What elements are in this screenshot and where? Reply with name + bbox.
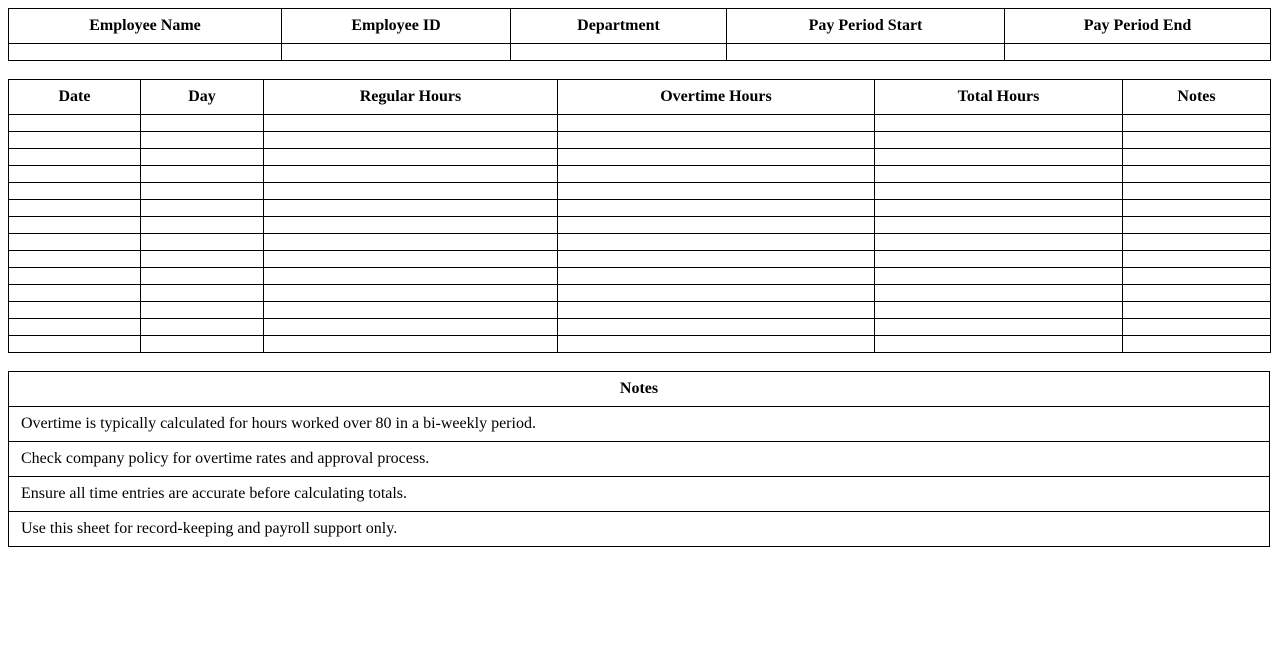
note-row	[9, 477, 1270, 512]
total-hours-cell[interactable]	[875, 268, 1123, 285]
notes-title: Notes	[9, 372, 1270, 407]
total-hours-cell[interactable]	[875, 149, 1123, 166]
day-cell[interactable]	[141, 234, 264, 251]
day-cell[interactable]	[141, 149, 264, 166]
date-cell[interactable]	[9, 183, 141, 200]
date-cell[interactable]	[9, 200, 141, 217]
regular-hours-cell[interactable]	[264, 319, 558, 336]
date-cell[interactable]	[9, 217, 141, 234]
employee-name-cell[interactable]	[9, 44, 282, 61]
date-cell[interactable]	[9, 149, 141, 166]
overtime-hours-cell[interactable]	[558, 217, 875, 234]
date-cell[interactable]	[9, 285, 141, 302]
regular-hours-cell[interactable]	[264, 183, 558, 200]
time-log-row	[9, 234, 1271, 251]
header-total-hours: Total Hours	[875, 80, 1123, 115]
total-hours-cell[interactable]	[875, 302, 1123, 319]
time-log-row	[9, 200, 1271, 217]
total-hours-cell[interactable]	[875, 336, 1123, 353]
day-cell[interactable]	[141, 302, 264, 319]
note-item: Ensure all time entries are accurate before calculating totals.	[9, 477, 1270, 512]
day-cell[interactable]	[141, 115, 264, 132]
header-pay-period-end: Pay Period End	[1005, 9, 1271, 44]
note-item: Check company policy for overtime rates and approval process.	[9, 442, 1270, 477]
employee-info-table	[8, 8, 1271, 61]
notes-cell[interactable]	[1123, 183, 1271, 200]
total-hours-cell[interactable]	[875, 115, 1123, 132]
overtime-hours-cell[interactable]	[558, 285, 875, 302]
header-regular-hours: Regular Hours	[264, 80, 558, 115]
date-cell[interactable]	[9, 132, 141, 149]
date-cell[interactable]	[9, 319, 141, 336]
header-date: Date	[9, 80, 141, 115]
time-log-row	[9, 251, 1271, 268]
header-employee-id: Employee ID	[282, 9, 511, 44]
regular-hours-cell[interactable]	[264, 302, 558, 319]
overtime-hours-cell[interactable]	[558, 336, 875, 353]
total-hours-cell[interactable]	[875, 234, 1123, 251]
day-cell[interactable]	[141, 166, 264, 183]
header-overtime-hours: Overtime Hours	[558, 80, 875, 115]
overtime-hours-cell[interactable]	[558, 234, 875, 251]
note-item: Use this sheet for record-keeping and payroll support only.	[9, 512, 1270, 547]
day-cell[interactable]	[141, 183, 264, 200]
day-cell[interactable]	[141, 319, 264, 336]
note-row	[9, 512, 1270, 547]
total-hours-cell[interactable]	[875, 319, 1123, 336]
day-cell[interactable]	[141, 268, 264, 285]
regular-hours-cell[interactable]	[264, 234, 558, 251]
pay-period-end-cell[interactable]	[1005, 44, 1271, 61]
regular-hours-cell[interactable]	[264, 268, 558, 285]
time-log-table	[8, 79, 1271, 353]
pay-period-start-cell[interactable]	[727, 44, 1005, 61]
note-row	[9, 442, 1270, 477]
date-cell[interactable]	[9, 251, 141, 268]
total-hours-cell[interactable]	[875, 217, 1123, 234]
note-item: Overtime is typically calculated for hours worked over 80 in a bi-weekly period.	[9, 407, 1270, 442]
regular-hours-cell[interactable]	[264, 285, 558, 302]
time-log-row	[9, 166, 1271, 183]
time-log-row	[9, 115, 1271, 132]
time-log-row	[9, 217, 1271, 234]
notes-cell[interactable]	[1123, 115, 1271, 132]
notes-cell[interactable]	[1123, 251, 1271, 268]
regular-hours-cell[interactable]	[264, 200, 558, 217]
date-cell[interactable]	[9, 268, 141, 285]
day-cell[interactable]	[141, 132, 264, 149]
employee-info-header-row	[9, 9, 1271, 44]
time-log-row	[9, 285, 1271, 302]
time-log-row	[9, 183, 1271, 200]
overtime-hours-cell[interactable]	[558, 268, 875, 285]
time-log-row	[9, 319, 1271, 336]
day-cell[interactable]	[141, 217, 264, 234]
regular-hours-cell[interactable]	[264, 115, 558, 132]
notes-cell[interactable]	[1123, 285, 1271, 302]
notes-cell[interactable]	[1123, 132, 1271, 149]
total-hours-cell[interactable]	[875, 166, 1123, 183]
overtime-hours-cell[interactable]	[558, 319, 875, 336]
day-cell[interactable]	[141, 285, 264, 302]
header-day: Day	[141, 80, 264, 115]
day-cell[interactable]	[141, 336, 264, 353]
employee-info-value-row	[9, 44, 1271, 61]
overtime-hours-cell[interactable]	[558, 302, 875, 319]
notes-cell[interactable]	[1123, 234, 1271, 251]
notes-cell[interactable]	[1123, 268, 1271, 285]
total-hours-cell[interactable]	[875, 285, 1123, 302]
total-hours-cell[interactable]	[875, 251, 1123, 268]
total-hours-cell[interactable]	[875, 200, 1123, 217]
regular-hours-cell[interactable]	[264, 336, 558, 353]
notes-header-row	[9, 372, 1270, 407]
regular-hours-cell[interactable]	[264, 251, 558, 268]
header-employee-name: Employee Name	[9, 9, 282, 44]
overtime-hours-cell[interactable]	[558, 200, 875, 217]
day-cell[interactable]	[141, 251, 264, 268]
notes-cell[interactable]	[1123, 166, 1271, 183]
date-cell[interactable]	[9, 234, 141, 251]
total-hours-cell[interactable]	[875, 183, 1123, 200]
header-department: Department	[511, 9, 727, 44]
overtime-hours-cell[interactable]	[558, 149, 875, 166]
overtime-hours-cell[interactable]	[558, 166, 875, 183]
date-cell[interactable]	[9, 115, 141, 132]
header-notes: Notes	[1123, 80, 1271, 115]
date-cell[interactable]	[9, 336, 141, 353]
date-cell[interactable]	[9, 302, 141, 319]
employee-id-cell[interactable]	[282, 44, 511, 61]
regular-hours-cell[interactable]	[264, 149, 558, 166]
time-log-row	[9, 149, 1271, 166]
regular-hours-cell[interactable]	[264, 217, 558, 234]
day-cell[interactable]	[141, 200, 264, 217]
note-row	[9, 407, 1270, 442]
department-cell[interactable]	[511, 44, 727, 61]
time-log-body	[9, 115, 1271, 353]
notes-cell[interactable]	[1123, 302, 1271, 319]
overtime-hours-cell[interactable]	[558, 132, 875, 149]
overtime-hours-cell[interactable]	[558, 251, 875, 268]
notes-table	[8, 371, 1270, 547]
overtime-hours-cell[interactable]	[558, 115, 875, 132]
notes-cell[interactable]	[1123, 149, 1271, 166]
regular-hours-cell[interactable]	[264, 132, 558, 149]
time-log-row	[9, 268, 1271, 285]
total-hours-cell[interactable]	[875, 132, 1123, 149]
notes-cell[interactable]	[1123, 319, 1271, 336]
time-log-header-row	[9, 80, 1271, 115]
time-log-row	[9, 302, 1271, 319]
overtime-hours-cell[interactable]	[558, 183, 875, 200]
notes-cell[interactable]	[1123, 217, 1271, 234]
date-cell[interactable]	[9, 166, 141, 183]
time-log-row	[9, 132, 1271, 149]
notes-cell[interactable]	[1123, 336, 1271, 353]
time-log-row	[9, 336, 1271, 353]
notes-cell[interactable]	[1123, 200, 1271, 217]
regular-hours-cell[interactable]	[264, 166, 558, 183]
header-pay-period-start: Pay Period Start	[727, 9, 1005, 44]
